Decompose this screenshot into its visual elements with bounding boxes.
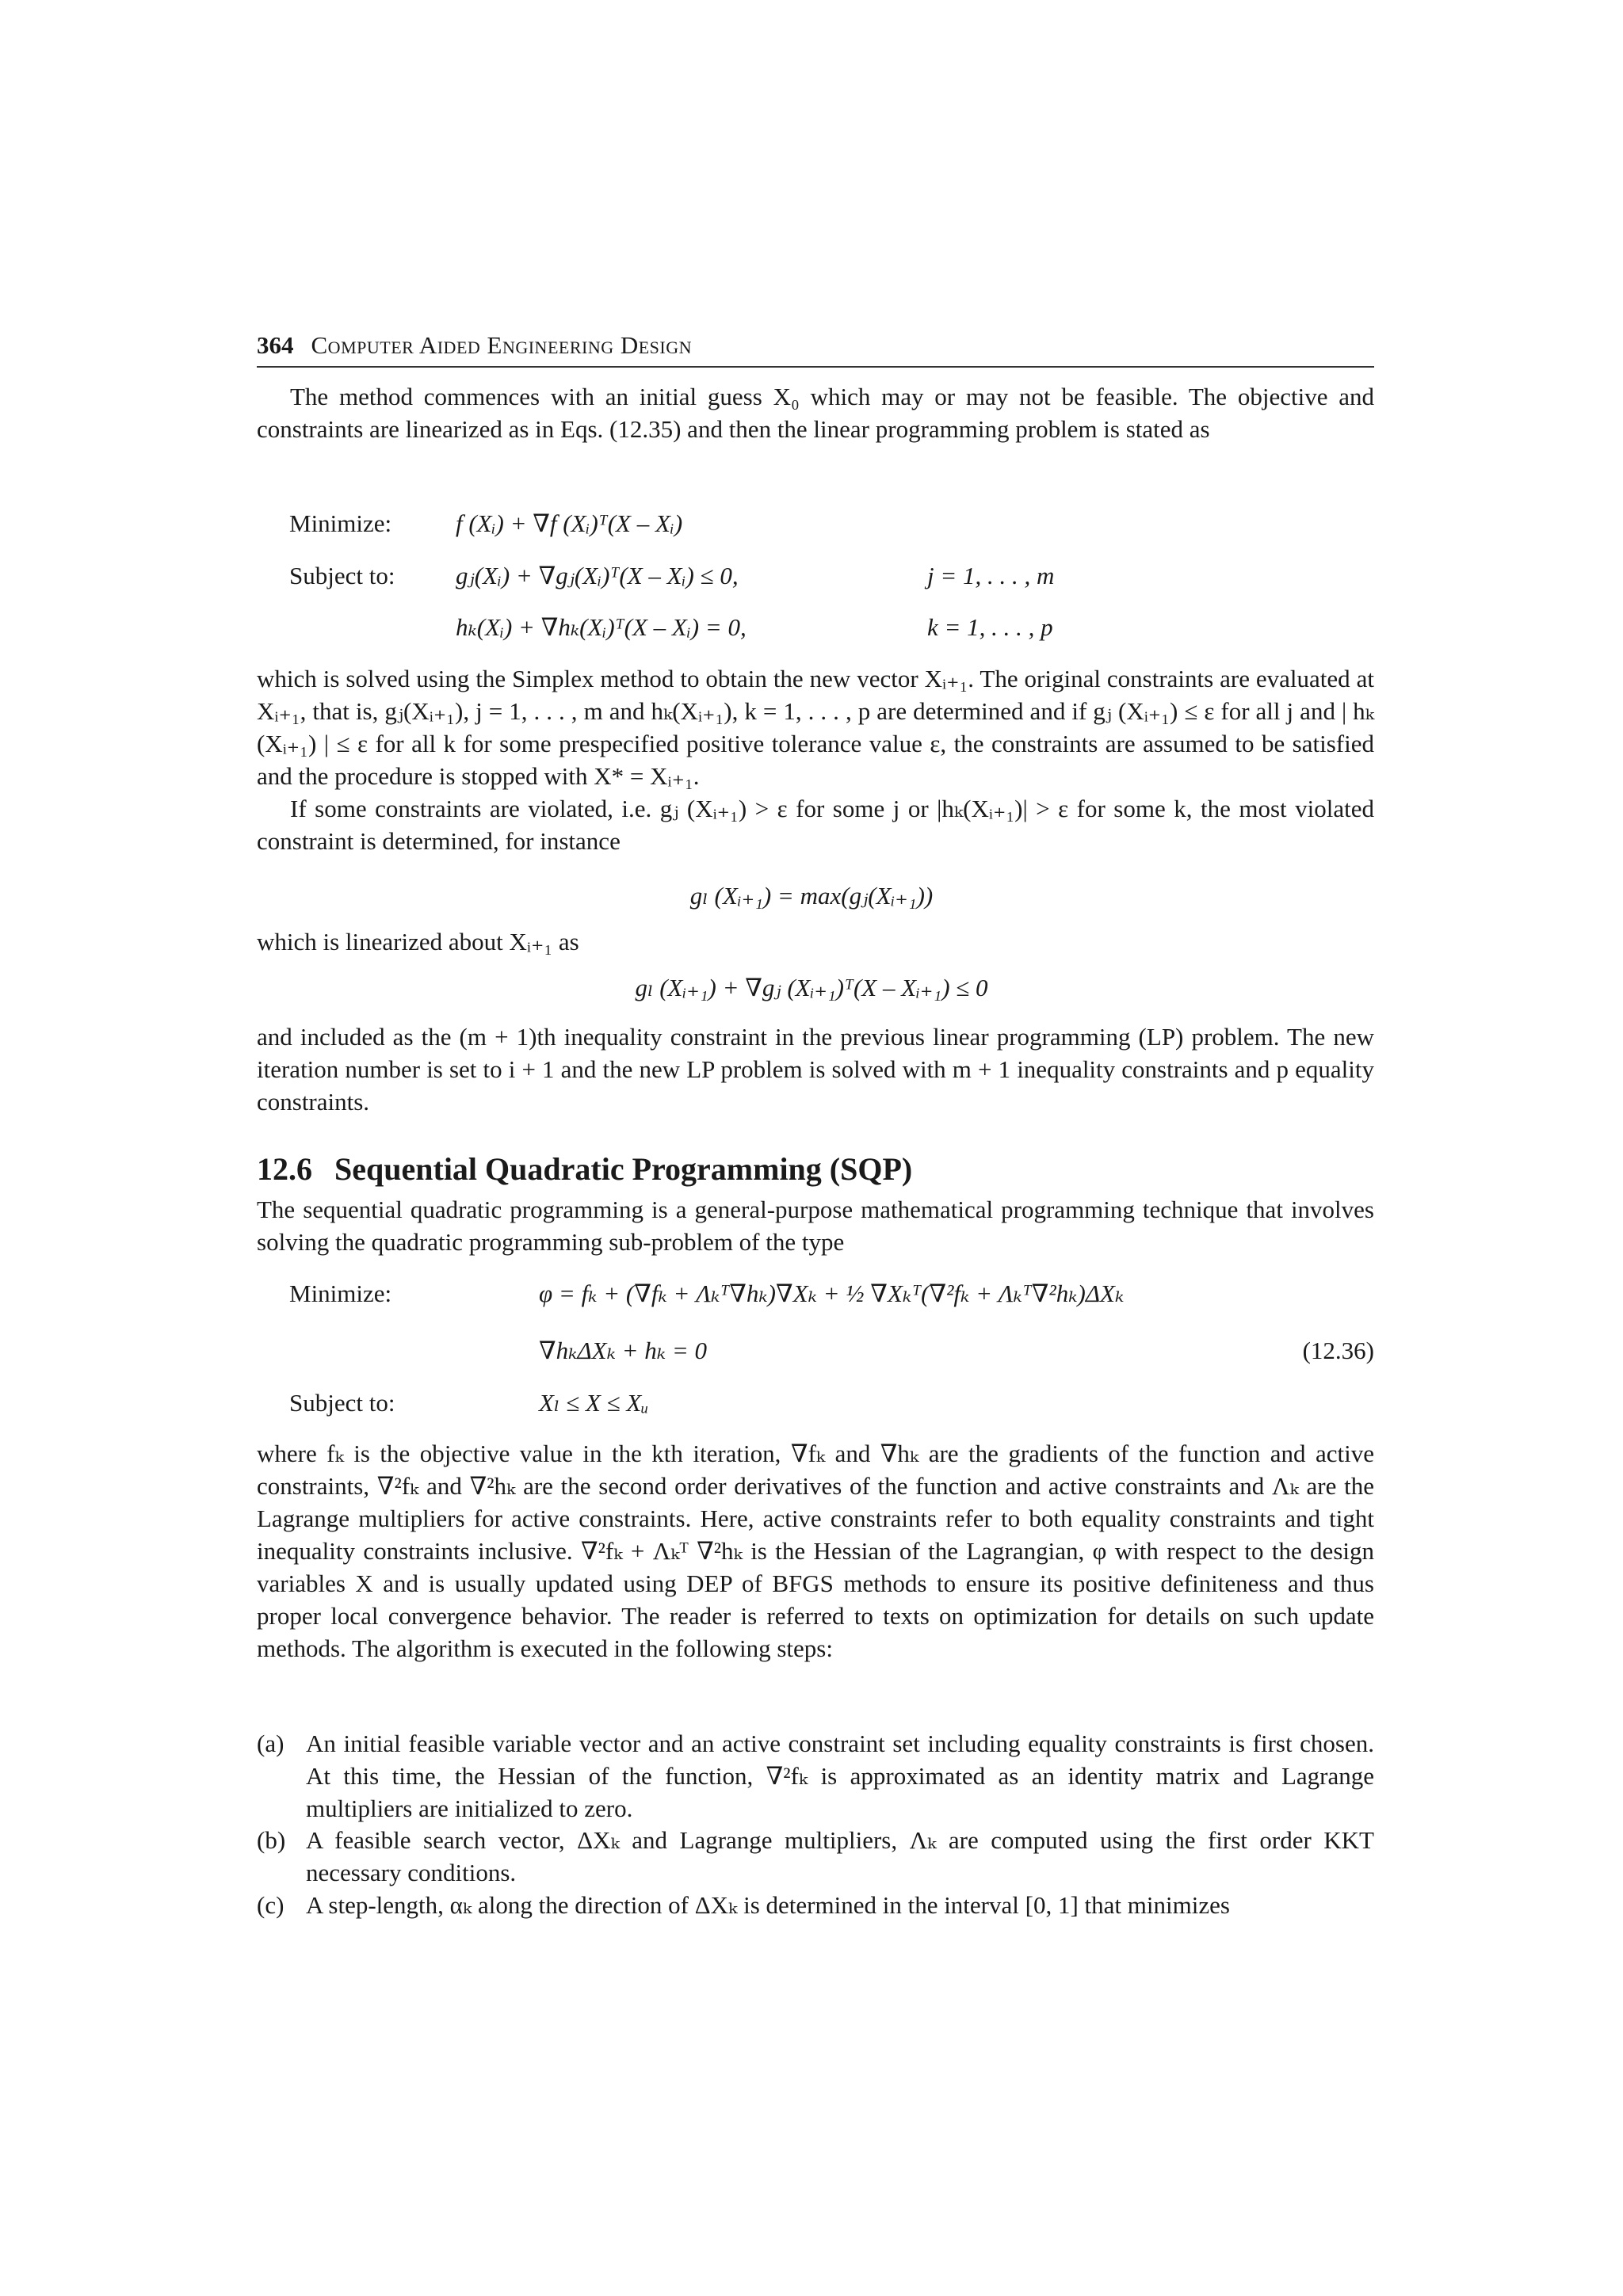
qp-bounds: Xₗ ≤ X ≤ Xᵤ — [539, 1389, 649, 1417]
list-item — [257, 1824, 1374, 1889]
section-number: 12.6 — [257, 1151, 312, 1187]
qp-objective: φ = fₖ + (∇fₖ + Λₖᵀ∇hₖ)∇Xₖ + ½ ∇Xₖᵀ(∇²fₖ + Λₖᵀ∇²hₖ)ΔXₖ — [539, 1280, 1125, 1307]
equation-max: gₗ (Xᵢ₊₁) = max(gⱼ(Xᵢ₊₁)) — [689, 882, 934, 910]
equation-linearized: gₗ (Xᵢ₊₁) + ∇gⱼ (Xᵢ₊₁)ᵀ(X – Xᵢ₊₁) ≤ 0 — [635, 974, 988, 1001]
paragraph-intro: The method commences with an initial guess X₀ which may or may not be feasible. The objective and constraints are linearized as in Eqs. (12.35) and then the linear programming problem is stated as — [257, 383, 1374, 443]
list-text: A feasible search vector, ΔXₖ and Lagrange multipliers, Λₖ are computed using the first order KKT necessary conditions. — [306, 1826, 1374, 1886]
subject-to-label: Subject to: — [289, 1389, 395, 1417]
list-marker: (b) — [257, 1826, 286, 1854]
paragraph-simplex: which is solved using the Simplex method to obtain the new vector Xᵢ₊₁. The original constraints are evaluated at Xᵢ₊₁, that is, gⱼ(Xᵢ₊₁), j = 1, . . . , m and hₖ(Xᵢ₊₁), k = 1, . . . , p are determined and if gⱼ (Xᵢ₊₁) ≤ ε for all j and | hₖ (Xᵢ₊₁) | ≤ ε for all k for some prespecified positive tolerance value ε, the constraints are assumed to be satisfied and the procedure is stopped with X* = Xᵢ₊₁. — [257, 665, 1374, 790]
list-marker: (c) — [257, 1891, 285, 1919]
equation-number: (12.36) — [1302, 1337, 1374, 1364]
list-item — [257, 1727, 1374, 1825]
paragraph-violated: If some constraints are violated, i.e. gⱼ (Xᵢ₊₁) > ε for some j or |hₖ(Xᵢ₊₁)| > ε for some k, the most violated constraint is determined, for instance — [257, 795, 1374, 855]
paragraph-where: where fₖ is the objective value in the kth iteration, ∇fₖ and ∇hₖ are the gradients of the function and active constraints, ∇²fₖ and ∇²hₖ are the second order derivatives of the function and active constraints and Λₖ are the Lagrange multipliers for active constraints. Here, active constraints refer to both equality constraints and tight inequality constraints inclusive. ∇²fₖ + Λₖᵀ ∇²hₖ is the Hessian of the Lagrangian, φ with respect to the design variables X and is usually updated using DEP of BFGS methods to ensure its positive definiteness and thus proper local convergence behavior. The reader is referred to texts on optimization for details on such update methods. The algorithm is executed in the following steps: — [257, 1440, 1374, 1662]
section-heading — [257, 1150, 912, 1188]
paragraph-included: and included as the (m + 1)th inequality constraint in the previous linear programming (LP) problem. The new iteration number is set to i + 1 and the new LP problem is solved with m + 1 inequality constraints and p equality constraints. — [257, 1023, 1374, 1116]
lp-equality: hₖ(Xᵢ) + ∇hₖ(Xᵢ)ᵀ(X – Xᵢ) = 0, — [456, 613, 747, 641]
list-marker: (a) — [257, 1730, 285, 1757]
book-title: Computer Aided Engineering Design — [311, 331, 693, 359]
qp-equality: ∇hₖΔXₖ + hₖ = 0 — [539, 1337, 708, 1364]
subject-to-label: Subject to: — [289, 562, 395, 589]
section-title: Sequential Quadratic Programming (SQP) — [334, 1151, 913, 1187]
paragraph-sqp: The sequential quadratic programming is a general-purpose mathematical programming technique that involves solving the quadratic programming sub-problem of the type — [257, 1196, 1374, 1256]
running-header — [257, 331, 1374, 368]
list-item — [257, 1889, 1374, 1921]
minimize-label: Minimize: — [289, 509, 392, 537]
list-text: An initial feasible variable vector and an active constraint set including equality constraints is first chosen. At this time, the Hessian of the function, ∇²fₖ is approximated as an identity matrix and Lagrange multipliers are initialized to zero. — [306, 1730, 1374, 1822]
lp-inequality-range: j = 1, . . . , m — [927, 562, 1055, 589]
lp-inequality: gⱼ(Xᵢ) + ∇gⱼ(Xᵢ)ᵀ(X – Xᵢ) ≤ 0, — [456, 562, 739, 589]
lp-equality-range: k = 1, . . . , p — [927, 613, 1053, 641]
paragraph-linearized: which is linearized about Xᵢ₊₁ as — [257, 928, 579, 955]
list-text: A step-length, αₖ along the direction of ΔXₖ is determined in the interval [0, 1] that minimizes — [306, 1891, 1230, 1919]
page-number: 364 — [257, 331, 294, 359]
minimize-label: Minimize: — [289, 1280, 392, 1307]
lp-objective: f (Xᵢ) + ∇f (Xᵢ)ᵀ(X – Xᵢ) — [456, 509, 683, 537]
